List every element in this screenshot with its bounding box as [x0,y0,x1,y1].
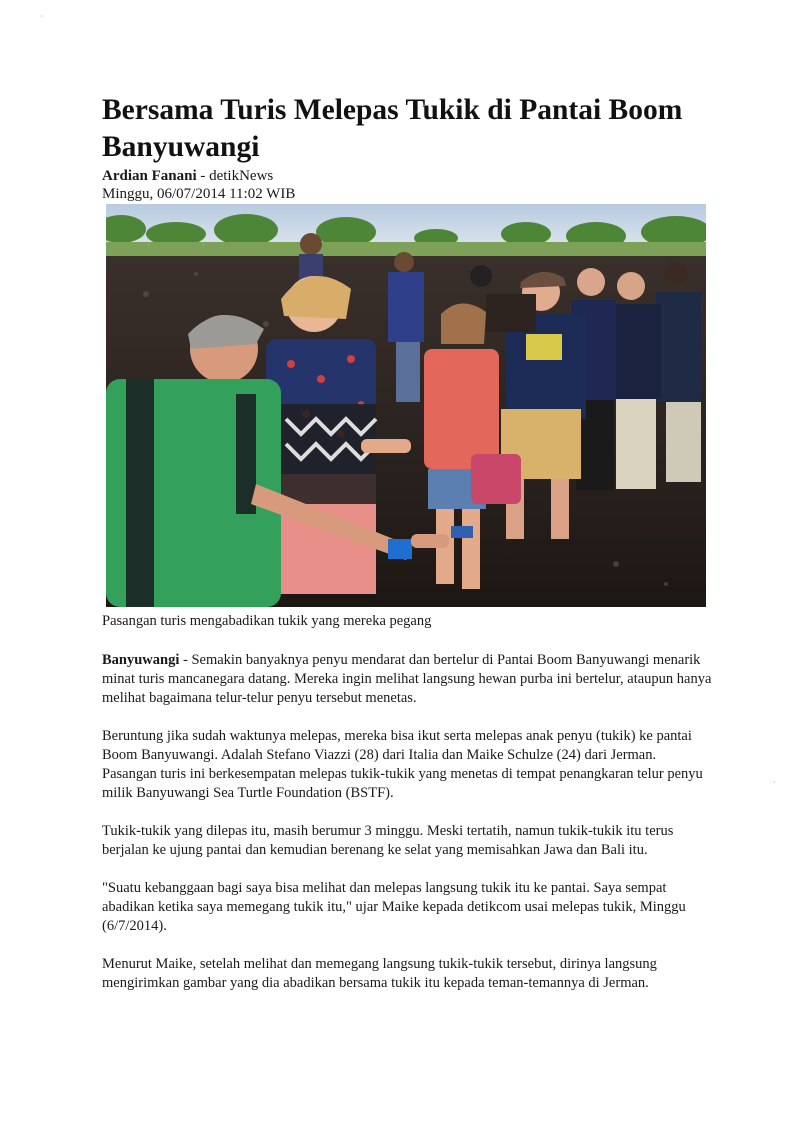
byline [102,167,273,185]
photo-caption: Pasangan turis mengabadikan tukik yang mereka pegang [102,613,432,629]
article-date: Minggu, 06/07/2014 11:02 WIB [102,186,296,202]
article-headline: Bersama Turis Melepas Tukik di Pantai Boom Banyuwangi [102,94,683,163]
paragraph-4: "Suatu kebanggaan bagi saya bisa melihat dan melepas langsung tukik itu ke pantai. Saya sempat abadikan ketika saya memegang tukik itu," ujar Maike kepada detikcom usai melepas tukik, Minggu (6/7/2014). [102,880,686,934]
author-name: Ardian Fanani [102,168,197,184]
paragraph-1-text: - Semakin banyaknya penyu mendarat dan bertelur di Pantai Boom Banyuwangi menarik minat turis mancanegara datang. Mereka ingin melihat langsung hewan purba ini bertelur, ataupun hanya melihat bagaimana telur-telur penyu tersebut menetas. [102,652,712,706]
paragraph-2: Beruntung jika sudah waktunya melepas, mereka bisa ikut serta melepas anak penyu (tukik) ke pantai Boom Banyuwangi. Adalah Stefano Viazzi (28) dari Italia dan Maike Schulze (24) dari Jerman. Pasangan turis ini berkesempatan melepas tukik-tukik yang menetas di tempat penangkaran telur penyu milik Banyuwangi Sea Turtle Foundation (BSTF). [102,728,703,801]
lead-place: Banyuwangi [102,652,180,668]
source-name: - detikNews [196,168,274,184]
scan-speck: · [40,12,43,21]
article-photo [106,204,706,607]
article-body [102,651,712,1012]
paragraph-3: Tukik-tukik yang dilepas itu, masih berumur 3 minggu. Meski tertatih, namun tukik-tukik itu terus berjalan ke ujung pantai dan kemudian berenang ke selat yang memisahkan Jawa dan Bali itu. [102,823,674,858]
paragraph-1 [102,651,712,708]
scan-speck: · [773,778,776,787]
paragraph-5: Menurut Maike, setelah melihat dan memegang langsung tukik-tukik tersebut, dirinya langsung mengirimkan gambar yang dia abadikan bersama tukik itu kepada teman-temannya di Jerman. [102,956,657,991]
